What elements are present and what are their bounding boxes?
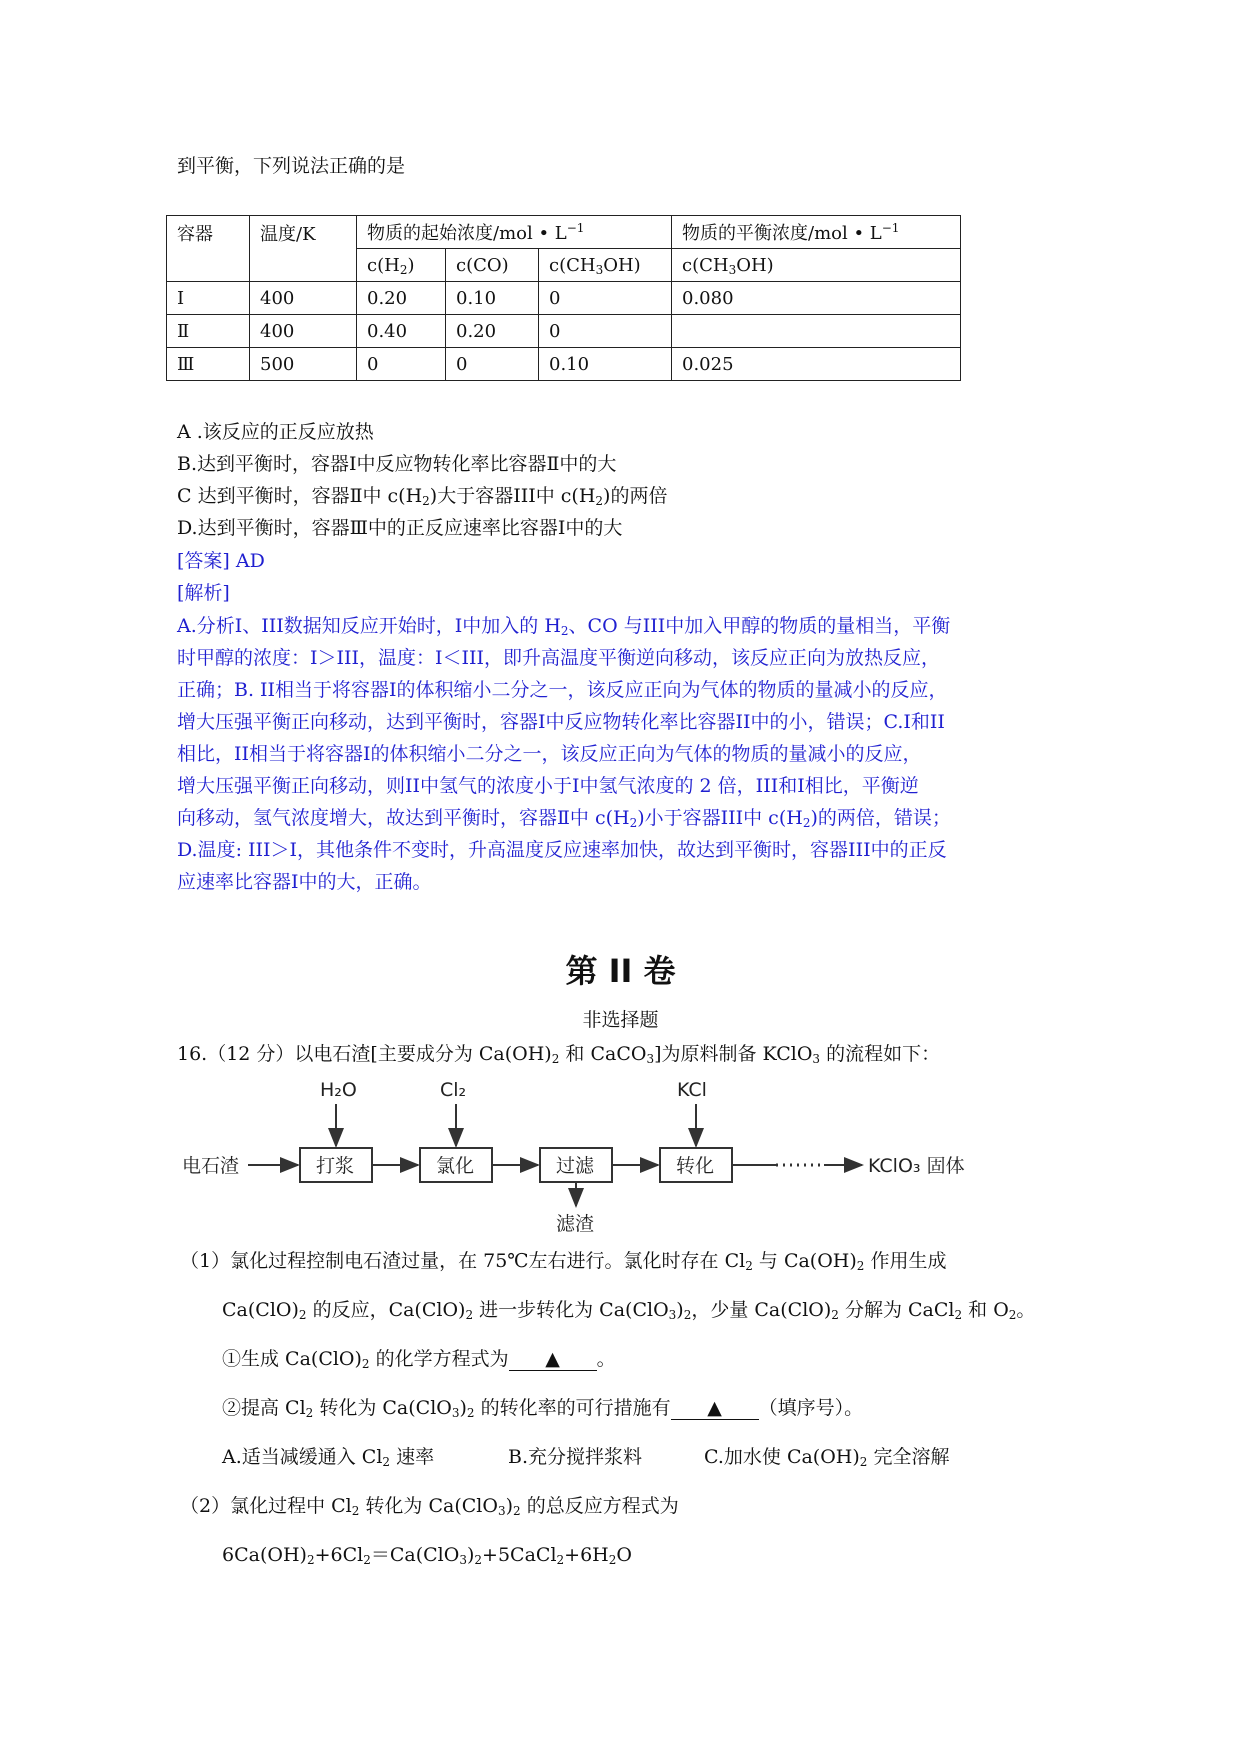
option-b: B.达到平衡时，容器Ⅰ中反应物转化率比容器Ⅱ中的大 — [177, 453, 617, 475]
flow-box-slurry-label: 打浆 — [316, 1155, 355, 1177]
flow-residue-label: 滤渣 — [556, 1213, 595, 1235]
th-c-ch3oh: $c(CH_3OH)$ — [539, 249, 672, 282]
analysis-label: [解析] — [177, 582, 230, 604]
subquestion-1: ①生成 $Ca(ClO)_2$ 的化学方程式为 ▲ 。 — [222, 1348, 616, 1371]
analysis-line: 向移动，氢气浓度增大，故达到平衡时，容器Ⅱ中 $c(H_2)$小于容器III中 $c(H_2)$的两倍，错误； — [177, 807, 951, 830]
table-cell: 0.080 — [672, 282, 961, 315]
question-16-stem: 16.（12 分）以电石渣[主要成分为 $Ca(OH)_2$ 和 CaCO$_3$]为原料制备 KClO$_3$ 的流程如下： — [177, 1043, 941, 1066]
section-title: 第 II 卷 — [565, 952, 676, 990]
analysis-line: 相比，II相当于将容器Ⅰ的体积缩小二分之一，该反应正向为气体的物质的量减小的反应， — [177, 743, 922, 765]
analysis-line: 正确；B. II相当于将容器Ⅰ的体积缩小二分之一，该反应正向为气体的物质的量减小的反应， — [177, 679, 948, 701]
table-cell: 0 — [539, 282, 672, 315]
flow-box-chlorination-label: 氯化 — [436, 1155, 475, 1177]
table-cell: 0.10 — [539, 348, 672, 381]
th-initial-conc: 物质的起始浓度/mol • $L^{-1}$ — [357, 216, 672, 249]
table-row — [167, 315, 961, 348]
table-row — [167, 282, 961, 315]
th-equil-conc: 物质的平衡浓度/mol • $L^{-1}$ — [672, 216, 961, 249]
intro-line: 到平衡，下列说法正确的是 — [177, 155, 406, 177]
flow-start-label: 电石渣 — [182, 1155, 240, 1177]
process-flow-diagram — [170, 1068, 1010, 1238]
flow-input-kcl: KCl — [677, 1079, 707, 1101]
table-cell: 0.025 — [672, 348, 961, 381]
option-a: A .该反应的正反应放热 — [177, 421, 374, 443]
table-cell: 0.10 — [446, 282, 539, 315]
analysis-line: 应速率比容器Ⅰ中的大，正确。 — [177, 871, 432, 893]
th-temp: 温度/K — [250, 216, 357, 282]
flow-end-label: KClO₃ 固体 — [868, 1155, 965, 1177]
th-eq-c-ch3oh: $c(CH_3OH)$ — [672, 249, 961, 282]
choice-b: B.充分搅拌浆料 — [508, 1446, 643, 1468]
choice-a: A.适当减缓通入 $Cl_2$ 速率 — [222, 1446, 435, 1469]
analysis-line: D.温度: III＞Ⅰ，其他条件不变时，升高温度反应速率加快，故达到平衡时，容器III中的正反 — [177, 839, 947, 861]
answer-label: [答案] AD — [177, 550, 265, 572]
part-1-line-1: （1）氯化过程控制电石渣过量，在 75℃左右进行。氯化时存在 $Cl_2$ 与 $Ca(OH)_2$ 作用生成 — [180, 1250, 947, 1273]
analysis-line: 时甲醇的浓度：Ⅰ＞III，温度：Ⅰ＜III，即升高温度平衡逆向移动，该反应正向为放热反应， — [177, 647, 941, 669]
equilibrium-table — [166, 215, 961, 381]
total-reaction-equation: $6Ca(OH)_2+6Cl_2=Ca(ClO_3)_2+5CaCl_2+6H_2O$ — [222, 1544, 632, 1567]
table-cell: 0.20 — [357, 282, 446, 315]
table-cell — [672, 315, 961, 348]
part-1-line-2: $Ca(ClO)_2$ 的反应，$Ca(ClO)_2$ 进一步转化为 $Ca(ClO_3)_2$，少量 $Ca(ClO)_2$ 分解为 CaCl$_2$ 和 $O_2$。 — [222, 1299, 1036, 1322]
choice-c: C.加水使 $Ca(OH)_2$ 完全溶解 — [704, 1446, 950, 1469]
section-subtitle: 非选择题 — [582, 1009, 659, 1031]
analysis-line: A.分析Ⅰ、III数据知反应开始时，Ⅰ中加入的 $H_2$、CO 与III中加入甲醇的物质的量相当，平衡 — [177, 615, 951, 638]
table-cell: 400 — [250, 282, 357, 315]
th-c-h2: $c(H_2)$ — [357, 249, 446, 282]
analysis-line: 增大压强平衡正向移动，则II中氢气的浓度小于Ⅰ中氢气浓度的 2 倍，III和Ⅰ相比，平衡逆 — [177, 775, 919, 797]
th-container: 容器 — [167, 216, 250, 282]
table-cell: Ⅰ — [167, 282, 250, 315]
part-2-line: （2）氯化过程中 $Cl_2$ 转化为 $Ca(ClO_3)_2$ 的总反应方程式为 — [180, 1495, 679, 1518]
flow-box-filtration-label: 过滤 — [556, 1155, 595, 1177]
table-cell: 0.40 — [357, 315, 446, 348]
table-cell: 0.20 — [446, 315, 539, 348]
flow-input-chlorine: Cl₂ — [440, 1079, 467, 1101]
table-cell: 0 — [446, 348, 539, 381]
subquestion-2: ②提高 $Cl_2$ 转化为 $Ca(ClO_3)_2$ 的转化率的可行措施有 ▲ （填序号）。 — [222, 1397, 864, 1420]
analysis-line: 增大压强平衡正向移动，达到平衡时，容器Ⅰ中反应物转化率比容器II中的小，错误；C.Ⅰ和II — [177, 711, 945, 733]
flow-input-water: H₂O — [320, 1079, 357, 1101]
option-c: C 达到平衡时，容器Ⅱ中 $c(H_2)$大于容器III中 $c(H_2)$的两倍 — [177, 485, 668, 508]
table-row — [167, 348, 961, 381]
answer-blank[interactable]: ▲ — [671, 1397, 759, 1420]
flow-box-conversion-label: 转化 — [676, 1155, 715, 1177]
table-cell: 500 — [250, 348, 357, 381]
table-cell: 400 — [250, 315, 357, 348]
table-cell: Ⅲ — [167, 348, 250, 381]
answer-blank[interactable]: ▲ — [509, 1348, 597, 1371]
option-d: D.达到平衡时，容器Ⅲ中的正反应速率比容器Ⅰ中的大 — [177, 517, 623, 539]
table-cell: 0 — [539, 315, 672, 348]
th-c-co: c(CO) — [446, 249, 539, 282]
table-cell: 0 — [357, 348, 446, 381]
table-cell: Ⅱ — [167, 315, 250, 348]
